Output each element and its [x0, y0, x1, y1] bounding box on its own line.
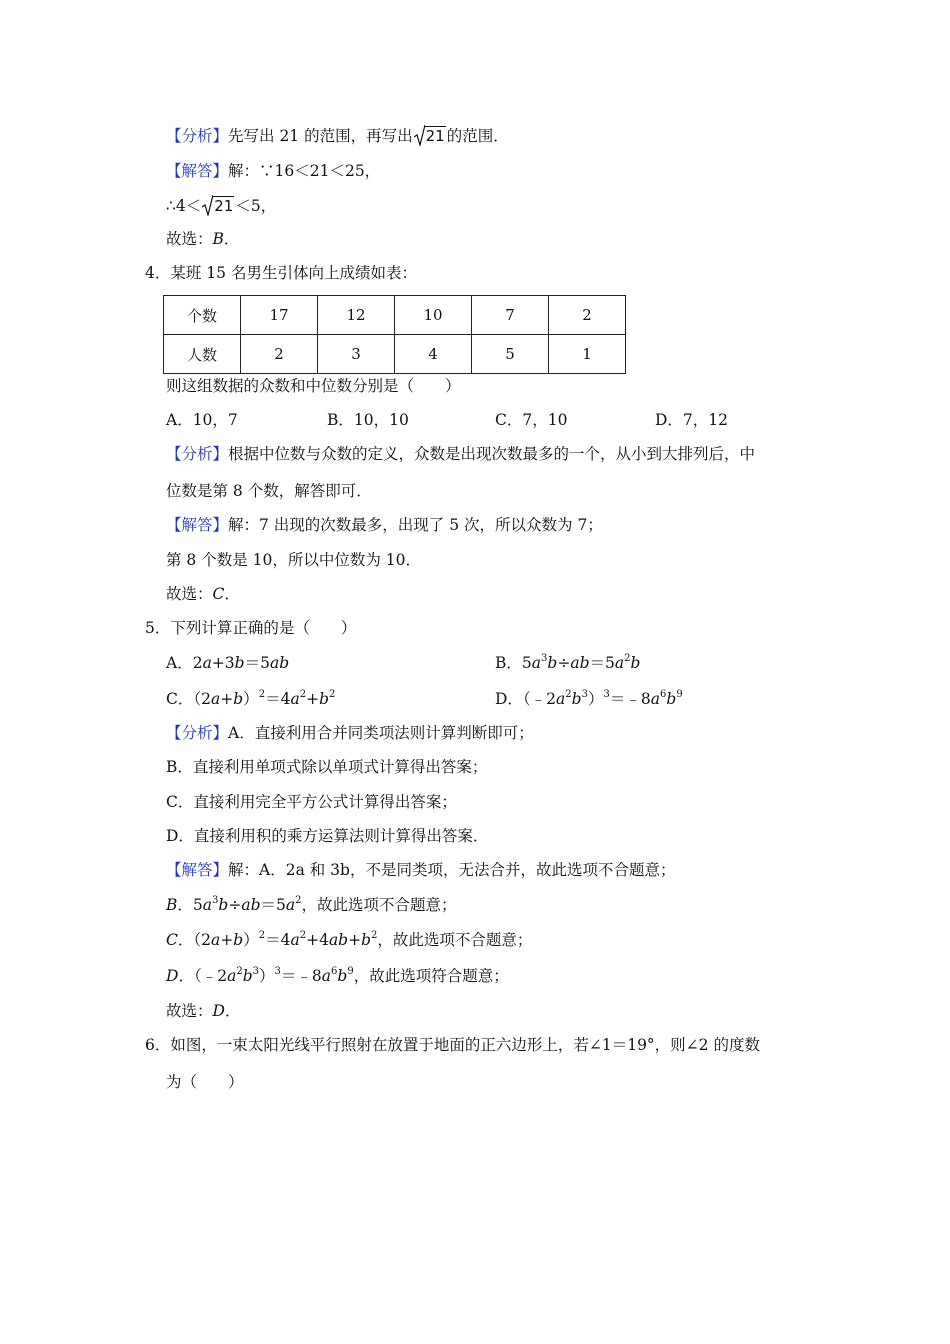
table-cell: 10: [395, 296, 472, 335]
table-cell: 7: [472, 296, 549, 335]
answer-tag: 【解答】: [166, 516, 229, 534]
q4-option-d: D．7，12: [655, 411, 729, 429]
table-row: [164, 296, 626, 335]
q3-choose-line: 故选：B．: [166, 230, 240, 248]
analysis-tag: 【分析】: [166, 724, 229, 742]
q4-stem: 4．某班 15 名男生引体向上成绩如表：: [145, 264, 417, 282]
q5-analysis-b: B．直接利用单项式除以单项式计算得出答案；: [166, 758, 488, 776]
analysis-tag: 【分析】: [166, 445, 229, 463]
table-cell: 1: [549, 335, 626, 374]
sqrt-symbol: 21: [202, 196, 234, 216]
q3-answer-line-2: ∴4＜ 21 ＜5，: [166, 197, 277, 215]
q5-analysis-d: D．直接利用积的乘方运算法则计算得出答案．: [166, 827, 489, 845]
table-cell: 12: [318, 296, 395, 335]
q4-option-a: A．10，7: [166, 411, 238, 429]
q5-answer-b: B．$5a^3b\div ab=5a^2$，故此选项不合题意；: [166, 895, 457, 914]
table-cell: 3: [318, 335, 395, 374]
q5-analysis-c: C．直接利用完全平方公式计算得出答案；: [166, 793, 457, 811]
table-cell: 5: [472, 335, 549, 374]
q4-answer-line-2: 第 8 个数是 10，所以中位数为 10．: [166, 551, 422, 569]
q4-analysis-line-2: 位数是第 8 个数，解答即可．: [166, 482, 372, 500]
q5-choose-line: 故选：D．: [166, 1002, 241, 1020]
q5-option-a: A．2a+3b＝5ab: [166, 654, 290, 672]
table-cell: 个数: [164, 296, 241, 335]
table-cell: 人数: [164, 335, 241, 374]
q4-choose-line: 故选：C．: [166, 585, 240, 603]
q5-stem: 5．下列计算正确的是（ ）: [145, 619, 357, 637]
q4-option-b: B．10，10: [327, 411, 409, 429]
answer-tag: 【解答】: [166, 861, 229, 879]
q3-answer-line: 【解答】解：∵16＜21＜25，: [166, 162, 381, 180]
q4-answer-line: 【解答】解：7 出现的次数最多，出现了 5 次，所以众数为 7；: [166, 516, 603, 534]
q5-option-d: D．$(﹣2a^2b^3)^3=﹣8a^6b^9$: [495, 689, 683, 708]
q5-analysis-line: 【分析】A．直接利用合并同类项法则计算判断即可；: [166, 724, 534, 742]
q5-answer-line: 【解答】解：A．2a 和 3b，不是同类项，无法合并，故此选项不合题意；: [166, 861, 676, 879]
score-table: [163, 295, 626, 374]
q5-answer-d: D．$(﹣2a^2b^3)^3=﹣8a^6b^9$，故此选项符合题意；: [166, 966, 509, 985]
table-cell: 17: [241, 296, 318, 335]
table-cell: 2: [549, 296, 626, 335]
analysis-tag: 【分析】: [166, 127, 229, 145]
q5-option-b: B．$5a^3b\div ab=5a^2b$: [495, 653, 641, 672]
q4-option-c: C．7，10: [495, 411, 568, 429]
q3-analysis-line: 【分析】先写出 21 的范围，再写出 21 的范围．: [166, 127, 509, 145]
q6-stem-line-2: 为（ ）: [166, 1073, 244, 1091]
q5-option-c: C．$(2a+b)^2=4a^2+b^2$: [166, 689, 336, 708]
table-row: [164, 335, 626, 374]
sqrt-symbol: 21: [414, 126, 446, 146]
q6-stem-line-1: 6．如图，一束太阳光线平行照射在放置于地面的正六边形上，若∠1＝19°，则∠2 的度数: [145, 1036, 760, 1054]
answer-tag: 【解答】: [166, 162, 229, 180]
table-cell: 4: [395, 335, 472, 374]
q4-question: 则这组数据的众数和中位数分别是（ ）: [166, 377, 461, 395]
q4-analysis-line: 【分析】根据中位数与众数的定义，众数是出现次数最多的一个，从小到大排列后，中: [166, 445, 756, 463]
table-cell: 2: [241, 335, 318, 374]
q5-answer-c: C．$(2a+b)^2=4a^2+4ab+b^2$，故此选项不合题意；: [166, 930, 533, 949]
